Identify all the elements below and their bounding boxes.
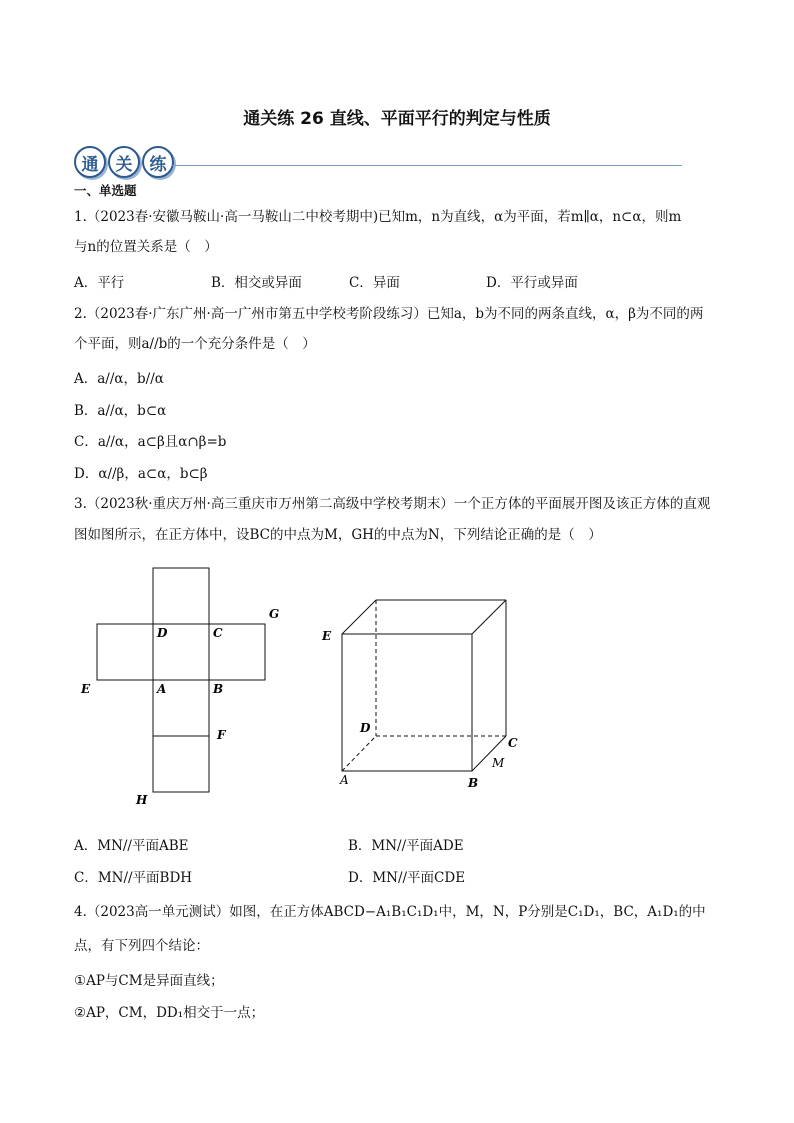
cube-label-d: D bbox=[360, 721, 371, 735]
q2-option-a: A．a//α，b//α bbox=[74, 371, 164, 387]
q1-stem-line2: 与n的位置关系是（ ） bbox=[74, 239, 218, 255]
net-label-c: C bbox=[213, 626, 223, 640]
logo-char-2: 关 bbox=[108, 146, 140, 178]
q4-stem-line2: 点，有下列四个结论： bbox=[74, 938, 209, 954]
q4-statement-2: ②AP，CM，DD₁相交于一点； bbox=[74, 1005, 265, 1021]
net-label-g: G bbox=[269, 607, 280, 621]
q1-option-d: D．平行或异面 bbox=[486, 275, 578, 291]
cube-label-a: A bbox=[340, 773, 349, 787]
q1-option-c: C．异面 bbox=[349, 275, 400, 291]
header-divider bbox=[172, 165, 682, 166]
q4-stem-line1: 4.（2023高一单元测试）如图，在正方体ABCD−A₁B₁C₁D₁中，M，N，P分别是C₁D₁，BC，A₁D₁的中 bbox=[74, 904, 706, 920]
cube-label-m: M bbox=[492, 756, 505, 770]
q3-option-a: A．MN//平面ABE bbox=[74, 838, 189, 854]
cube-label-c: C bbox=[508, 736, 518, 750]
q3-option-d: D．MN//平面CDE bbox=[348, 870, 466, 886]
cube-label-e: E bbox=[322, 629, 332, 643]
cube-net-figure bbox=[70, 560, 290, 810]
section-heading: 一、单选题 bbox=[74, 183, 137, 198]
net-label-b: B bbox=[213, 682, 224, 696]
net-label-d: D bbox=[157, 626, 168, 640]
cube-perspective-figure bbox=[318, 590, 528, 795]
page-title: 通关练 26 直线、平面平行的判定与性质 bbox=[243, 109, 551, 129]
q3-stem-line1: 3.（2023秋·重庆万州·高三重庆市万州第二高级中学校考期末）一个正方体的平面展开图及该正方体的直观 bbox=[74, 496, 711, 512]
q1-stem-line1: 1.（2023春·安徽马鞍山·高一马鞍山二中校考期中)已知m，n为直线，α为平面，若m∥α，n⊂α，则m bbox=[74, 209, 682, 225]
logo-char-3: 练 bbox=[142, 146, 174, 178]
q3-option-c: C．MN//平面BDH bbox=[74, 870, 193, 886]
net-label-h: H bbox=[136, 793, 148, 807]
q2-option-c: C．a//α，a⊂β且α∩β=b bbox=[74, 434, 227, 450]
cube-label-b: B bbox=[468, 776, 479, 790]
net-label-f: F bbox=[217, 728, 226, 742]
net-label-e: E bbox=[81, 682, 91, 696]
q2-stem-line1: 2.（2023春·广东广州·高一广州市第五中学校考阶段练习）已知a，b为不同的两条直线，α，β为不同的两 bbox=[74, 306, 704, 322]
logo-char-1: 通 bbox=[74, 146, 106, 178]
net-label-a: A bbox=[157, 682, 167, 696]
q1-option-a: A．平行 bbox=[74, 275, 125, 291]
q3-stem-line2: 图如图所示，在正方体中，设BC的中点为M，GH的中点为N，下列结论正确的是（ ） bbox=[74, 527, 602, 543]
q1-option-b: B．相交或异面 bbox=[211, 275, 302, 291]
section-logo bbox=[74, 146, 174, 176]
q2-stem-line2: 个平面，则a//b的一个充分条件是（ ） bbox=[74, 336, 316, 352]
q4-statement-1: ①AP与CM是异面直线； bbox=[74, 973, 224, 989]
q3-option-b: B．MN//平面ADE bbox=[348, 838, 464, 854]
q2-option-d: D．α//β，a⊂α，b⊂β bbox=[74, 466, 208, 482]
q2-option-b: B．a//α，b⊂α bbox=[74, 403, 167, 419]
